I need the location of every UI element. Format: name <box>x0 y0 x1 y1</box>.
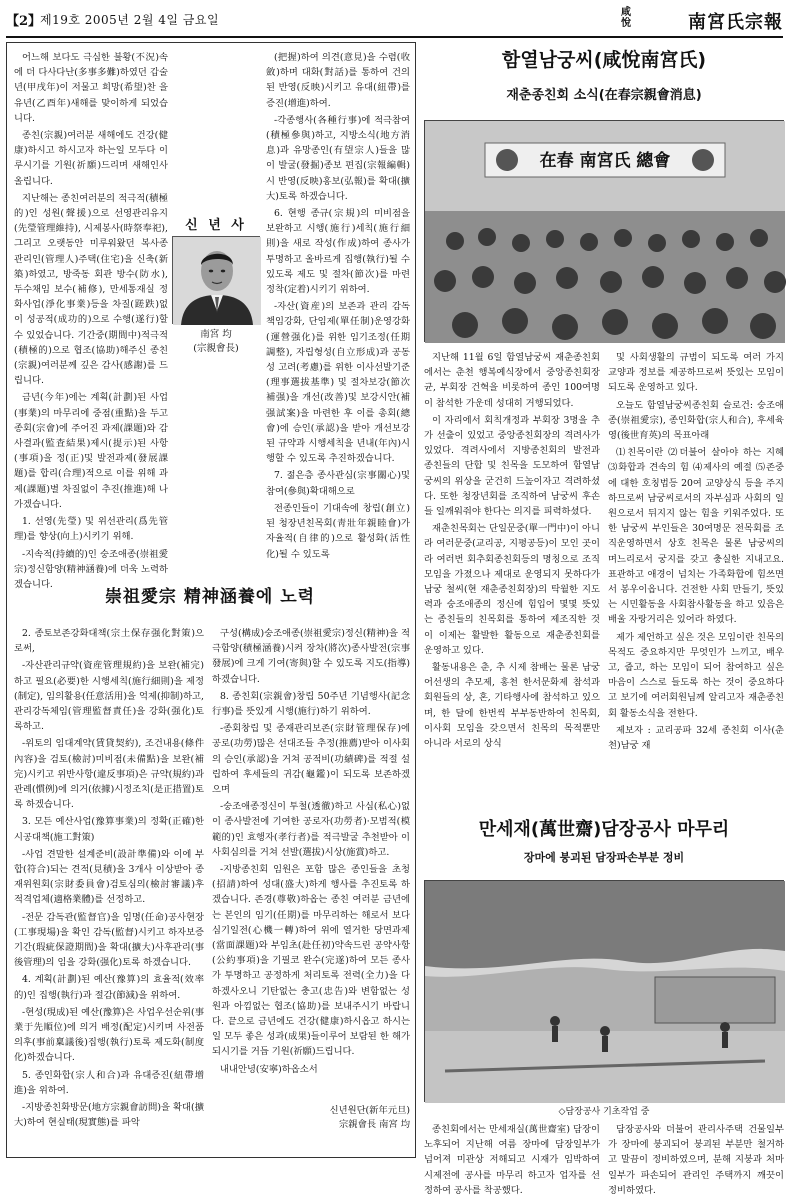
paragraph: 종친회에서는 만세재실(萬世齋室) 담장이 노후되어 지난해 여름 장마에 담장일부가 넘어져 미관상 저해되고 시재가 임박하여 시제전에 공사를 마무리 하고자 업자를 선정하여 공사를 착공했다. <box>424 1124 600 1196</box>
brand-small: 咸悅 <box>621 7 631 29</box>
paragraph: ⑴친목이란 ⑵더불어 살아야 하는 지혜 ⑶화합과 견속의 힘 ⑷제사의 예절 ⑸존중에 대한 호칭법등 20여 교양상식 등을 주지하므로써 남궁씨로서의 자부심과 사회의 일원으로서 뒤지지 않는 힘을 키워주었다. 또한 남궁씨 부인들은 30여명문 전목회를 조직운영하면서 상호 친목은 물론 남궁씨의 며느리로서 궁지를 갖고 충실한 지내고요. 표관하고 애경이 넘치는 가족화합에 힘쓰면서 봉우이옵니다. 건전한 사회 만들기, 뜻있는 시민활동을 사회참사활동을 하고 있음은 배울 자랑거리은 있어라 하였다. <box>608 447 784 626</box>
paragraph: 종친(宗親)여러분 새해에도 건강(健康)하시고 하시고자 하는일 모두다 이루시기를 기원(祈願)드리며 새해인사 올립니다. <box>14 130 168 187</box>
construction-photo-icon <box>425 881 785 1103</box>
paragraph: 어느해 보다도 극심한 불황(不況)속에 더 다사다난(多事多難)하였던 갑술년(甲戌年)이 저물고 희망(希望)찬 을유년(乙酉年)새해를 맞이하게 되었습니다. <box>14 52 168 124</box>
page-header <box>6 4 783 38</box>
paragraph: 지난해 11월 6일 함열남궁씨 재춘종친회에서는 춘천 행복예식장에서 중앙종친회장 균, 부회장 건혁을 비롯하여 종인 100여명이 참석한 가운데 성대히 거행되었다. <box>424 352 600 409</box>
paragraph: -자산관리규약(資産管理規約)을 보완(補完)하고 필요(必要)한 시행세칙(施行細則)을 제정(制定), 임의활용(任意活用)을 억제(抑制)하고, 관리강독체임(管理監督責任)을 강화(强化)토록하고. <box>14 660 204 733</box>
new-year-column-2 <box>266 50 410 570</box>
paragraph: 활동내용은 춘, 추 시제 참배는 물론 남궁 어선생의 추모제, 홍천 한서문화제 참석과 회원들의 상, 혼, 기타행사에 참석하고 있으며, 한 달에 한번씩 부부동반하여 친목회, 이사회 모임을 갖으면서 친목의 목적뿐만 아니라 서로의 상식 <box>424 662 600 750</box>
article1-photo <box>424 120 784 342</box>
spacer <box>172 50 260 210</box>
article1-column-2 <box>608 350 784 810</box>
author-caption <box>172 328 260 356</box>
masthead-brand: 南宮氏宗報 <box>688 12 783 33</box>
author-title: (宗親會長) <box>193 343 239 354</box>
author-portrait <box>172 236 260 324</box>
paragraph: 재춘친목회는 단일문중(單一門中)이 아니라 여러문중(교리공, 지평공등)이 모인 곳이라 여러번 회추회종친회등의 명칭으로 조직모임을 가졌으나 제대로 운영되지 못하다가 남궁 철씨(현 재춘종친회장)의 탁월한 지도력과 숭조애종의 정신에 힘입어 몇몇 뜻있는 종친들의 친목회를 통하여 제조직한 것이 이제는 활발한 활동으로 재춘종친회를 운영하고 있다. <box>424 523 600 656</box>
lower-left-column-2 <box>212 626 410 1096</box>
paragraph: 구성(構成)숭조애종(崇祖愛宗)정신(精神)을 적극함양(積極涵養)시켜 장차(將次)종사발전(宗事發展)에 크게 기여(寄與)할 수 있도록 지도(指導)하겠습니다. <box>212 628 410 685</box>
author-name: 南宮 均 <box>200 329 232 340</box>
article2-title: 만세재(萬世齋)담장공사 마무리 <box>478 819 730 840</box>
paragraph: -사업 견말한 설계준비(設計準備)와 이에 부합(符合)되는 견적(見積)을 3개사 이상받아 종재위원회(宗財委員會)검토심의(檢討審議)후 적격업체(適格業體)를 선정하고. <box>14 848 204 906</box>
banner-text: 在春 南宮氏 總會 <box>539 151 671 171</box>
paragraph: 제보자 : 교리공파 32세 종친회 이사(춘천)남궁 재 <box>608 724 784 752</box>
paragraph: 8. 종친회(宗親會)창립 50주년 기념행사(記念行事)를 뜻있게 시행(施行)하기 위하여. <box>212 690 410 718</box>
article1-column-1 <box>424 350 600 810</box>
paragraph: -종회창립 및 종재관리보존(宗財管理保存)에 공로(功勞)많은 선대조들 추정(推薦)받아 이사회의 승인(承認)을 거쳐 공적비(功績碑)를 적절 설립하여 후세들의 귀감(龜鑑)이 되도록 보존하겠으며 <box>212 723 410 796</box>
paragraph: -위토의 임대계약(賃貸契約), 조건내용(條件內容)을 검토(檢討)미비점(未備點)을 보완(補完)시키고 위반사항(違反事項)은 규약(規約)과 관례(慣例)에 의거(依據)시정조치(是正措置)토록 하겠습니다. <box>14 738 204 811</box>
article2-column-1 <box>424 1122 600 1196</box>
article2-photo <box>424 880 784 1102</box>
paragraph: 내내안녕(安寧)하옵소서 <box>220 1063 318 1075</box>
paragraph: 및 사회생활의 규범이 되도록 여러 가지 교양과 정보를 제공하므로써 뜻있는 모임이 되도록 운영하고 있다. <box>608 352 784 394</box>
page-number: 【2】 <box>6 14 42 29</box>
paragraph: -자산(資産)의 보존과 관리 감독 책임강화, 단임제(單任制)운영강화(運營强化)를 위한 임기조정(任期調整), 자립형성(自立形成)과 공동성 고려(考慮)를 위한 이사선발기준(理事選拔基準) 및 절차보강(節次補强)을 개선(改善)및 보강시안(補强試案)을 마련한 후 이를 총회(總會)에 승인(承認)을 받아 개선보강된 규약과 시행세칙을 년내(年內)시행할 수 있도록 추진하겠습니다. <box>266 301 410 465</box>
signature-block <box>212 1104 410 1132</box>
paragraph: -전문 감독관(監督官)을 임명(任命)공사현장(工事現場)을 확인 감독(監督)시키고 하자보증기간(瑕疵保證期間)을 확대(擴大)사후관리(事後管理)의 임을 강화(强化)토록 하겠습니다. <box>14 911 204 969</box>
paragraph: 지난해는 종친여러분의 적극적(積極的)인 성원(聲援)으로 선영관리유지(先瑩管理維持), 시제봉사(時祭奉祀), 그리고 오랫동안 미루워왔던 복사종 관리인(管理人)주택(住宅)을 신축(新築)하였고, 방죽동 회관 방수(防水), 두수채임 보수(補修), 만세통재실 정화사업(淨化事業)등을 차질(蹉跌)없이 성공적(成功的)으로 수행(遂行)할 수 있었습니다. 기간중(期間中)적극적(積極的)으로 협조(協助)해주신 종친(宗親)여러분께 깊은 감사(感謝)를 드립니다. <box>14 192 168 387</box>
paragraph: 4. 계획(計劃)된 예산(豫算)의 효율적(效率的)인 집행(執行)과 절감(節減)을 위하여. <box>14 974 204 1001</box>
signature-date: 신년원단(新年元旦) <box>329 1105 410 1116</box>
paragraph: 3. 모든 예산사업(豫算事業)의 정확(正確)한 시공대책(施工對策) <box>14 816 204 843</box>
meeting-photo-icon <box>425 121 785 343</box>
issue-info: 제19호 2005년 2월 4일 금요일 <box>40 13 220 27</box>
paragraph: 5. 종인화합(宗人和合)과 유대증진(紐帶增進)을 위하여. <box>14 1069 204 1096</box>
paragraph: 전종인들이 기대속에 창립(創立)된 청장년친목회(靑壯年親睦會)가 자율적(自律的)으로 활성화(活性化)될 수 있도록 <box>266 502 410 560</box>
paragraph: 담장공사와 더불어 관리사주택 건물일부가 장마에 붕괴되어 붕괴된 부분만 철거하고 말끔이 정비하였으며, 분해 지붕과 처마일부가 파손되어 관리인 주택까지 깨끗이 정비하였다. <box>608 1124 784 1196</box>
paragraph: 1. 선영(先瑩) 및 위선관리(爲先管理)를 향상(向上)시키기 위해. <box>14 516 168 543</box>
paragraph: 이 자리에서 회칙개정과 부회장 3명을 추가 선출이 있었고 중앙종친회장의 격려사가 있었다. 격려사에서 지방종친회의 발전과 종친들의 단합 및 친목을 도모하여 함열남궁씨의 위상을 굳건히 드높이자고 격려하셨다. 또한 청장년회를 조직하여 남궁씨 후손들 일깨워줘야 한다는 의지를 피력하셨다. <box>424 414 600 518</box>
new-year-column-1 <box>14 50 168 590</box>
new-year-label: 신 년 사 <box>172 216 260 236</box>
paragraph: 제가 제언하고 싶은 것은 모임이란 친목의 목적도 중요하지만 무엇인가 느끼고, 배우고, 줍고, 하는 모임이 되어 참여하고 싶은 마음이 스스로 들도록 하는 것이 중요하다고 보기에 여러회원님께 알리고자 재춘종친회 활동소식을 전한다. <box>608 631 784 719</box>
paragraph: 7. 젊은층 종사관심(宗事關心)및 참여(參與)확대해으로 <box>266 470 410 497</box>
paragraph: 2. 종토보존강화대책(宗土保存强化對策)으로써, <box>14 628 204 655</box>
article2-subtitle: 장마에 붕괴된 담장파손부분 정비 <box>523 851 685 864</box>
article2-photo-caption: ◇담장공사 기초작업 중 <box>558 1107 650 1117</box>
paragraph: -지속적(持續的)인 숭조애종(崇祖愛宗)정신함양(精神涵養)에 더욱 노력하겠습니다. <box>14 548 168 590</box>
paragraph: -지방종친화방문(地方宗親會訪問)을 확대(擴大)하여 현실태(現實態)를 파악 <box>14 1102 204 1129</box>
article1-title: 함열남궁씨(咸悅南宮氏) <box>501 49 707 71</box>
article2-column-2 <box>608 1122 784 1196</box>
signature-name: 宗親會長 南宮 均 <box>339 1119 410 1130</box>
paragraph: 오늘도 함열남궁씨종친회 슬로건: 숭조애종(崇祖愛宗), 종인화합(宗人和合), 후세육영(後世育英)의 목표아래 <box>608 399 784 442</box>
section-heading: 崇祖愛宗 精神涵養에 노력 <box>104 587 316 607</box>
portrait-photo-icon <box>173 237 261 325</box>
paragraph: -각종행사(各種行事)에 적극참여(積極參與)하고, 지방소식(地方消息)과 유망종인(有望宗人)들을 많이 발굴(發掘)종보 편집(宗報編輯)시 반영(反映)홍보(弘報)를 확대(擴大)토록 하겠습니다. <box>266 114 410 202</box>
paragraph: 금년(今年)에는 계획(計劃)된 사업(事業)의 마무리에 중점(重點)을 두고 종회(宗會)에 주어진 과제(課題)와 감사결과(監査結果)제시(提示)된 사항(事項)을 정(正)및 발전과제(發展課題)를 합리(合理)적으로 이를 위해 과제(課題)별 차질없이 추진(推進)해 나가겠습니다. <box>14 392 168 510</box>
paragraph: 6. 현행 종규(宗規)의 미비점을 보완하고 시행(施行)세칙(施行細則)을 새로 작성(作成)하여 종사가 투명하고 올바르게 집행(執行)될 수 있도록 제도 및 절차(節次)를 마련 정착(定着)시키기 위하여. <box>266 208 410 296</box>
paragraph: -지방종친회 임원은 포함 많은 종인들을 초청(招請)하여 성대(盛大)하게 행사를 추진토록 하겠습니다. 존경(尊敬)하옵는 종친 여러분 금년에는 본인의 임기(任期)를 마무리하는 해로서 보다 심기일전(心機一轉)하여 위에 열거한 당면과제(當面課題)와 부임초(赴任初)약속드린 공약사항(公約事項)을 기필코 완수(完遂)하여 모든 종사가 투명하고 공정하게 처리토록 전력(全力)을 다 하겠사오니 기탄없는 충고(忠告)와 변함없는 성원과 아낌없는 협조(協助)를 보내주시기 바랍니다. 끝으로 금년에도 건강(健康)하시옵고 하시는 일 모두 좋은 성과(成果)들이루어 보람된 한 해가 되시기를 거듭 기원(祈願)드립니다. <box>212 864 410 1058</box>
paragraph: -숭조애종정신이 투철(透徹)하고 사심(私心)없이 종사발전에 기여한 공로자(功勞者)·모범적(模範的)인 효행자(孝行者)를 적극발굴 추천받아 이사회심의를 거쳐 선발(選拔)시상(施賞)하고. <box>212 801 410 858</box>
paragraph: (把握)하여 의견(意見)을 수렴(收斂)하며 대화(對話)를 통하여 건의된 반영(反映)시키고 유대(紐帶)를 증진(增進)하여. <box>266 52 410 109</box>
lower-left-column-1 <box>14 626 204 1150</box>
paragraph: -현성(現成)된 예산(豫算)은 사업우선순위(事業于先順位)에 의거 배정(配定)시키며 사전품의후(事前稟議後)집행(執行)토록 제도화(制度化)하겠습니다. <box>14 1006 204 1064</box>
article1-subtitle: 재춘종친회 소식(在春宗親會消息) <box>506 88 702 103</box>
